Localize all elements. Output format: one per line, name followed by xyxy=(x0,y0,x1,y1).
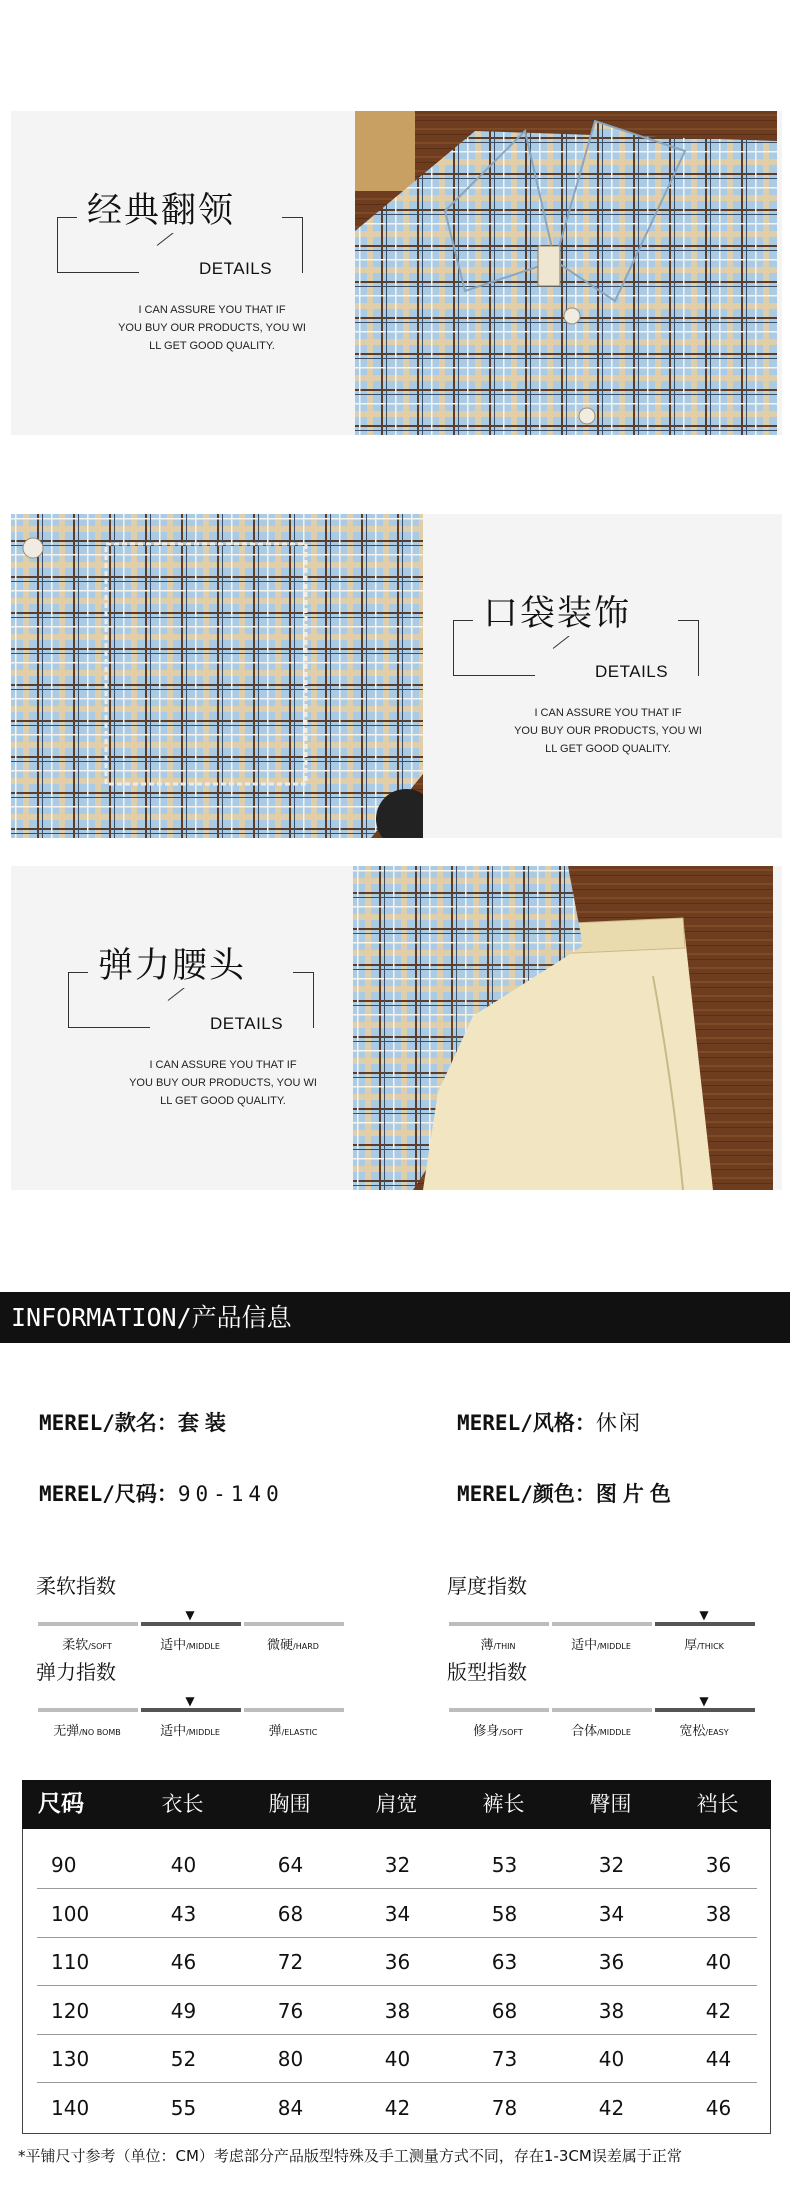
detail-panel-collar xyxy=(11,111,782,435)
table-cell: 36 xyxy=(598,1950,625,1974)
table-cell: 130 xyxy=(51,2047,90,2071)
size-table-header-cell: 尺码 xyxy=(38,1791,84,1817)
table-row xyxy=(37,1841,757,1889)
scale-marker-icon: ▼ xyxy=(185,1694,195,1708)
product-sizes: MEREL/尺码：90-140 xyxy=(39,1482,284,1506)
table-row xyxy=(37,1987,757,2035)
size-table-header-cell: 臀围 xyxy=(589,1792,632,1816)
table-cell: 42 xyxy=(384,2095,411,2120)
scale-option: 适中/MIDDLE xyxy=(571,1638,631,1653)
detail-title: 口袋装饰 xyxy=(477,586,637,636)
detail-caption xyxy=(453,586,753,816)
table-cell: 52 xyxy=(170,2047,197,2071)
product-style: MEREL/风格：休闲 xyxy=(457,1411,642,1435)
table-cell: 46 xyxy=(170,1950,197,1974)
table-cell: 38 xyxy=(598,1998,625,2023)
detail-tag: DETAILS xyxy=(210,1014,284,1033)
table-cell: 68 xyxy=(491,1998,518,2023)
size-table xyxy=(22,1780,771,2134)
table-cell: 76 xyxy=(277,1998,304,2023)
detail-panel-waistband xyxy=(11,866,782,1190)
table-cell: 38 xyxy=(384,1998,411,2023)
scale-option: 薄/THIN xyxy=(480,1638,516,1653)
size-table-header xyxy=(22,1780,771,1829)
table-cell: 72 xyxy=(277,1950,304,1974)
table-cell: 58 xyxy=(491,1901,518,1926)
table-cell: 32 xyxy=(598,1853,625,1877)
table-cell: 120 xyxy=(51,1998,90,2023)
table-row xyxy=(37,1890,757,1938)
scale-marker-icon: ▼ xyxy=(699,1608,709,1622)
collar-photo xyxy=(355,111,777,435)
size-table-header-cell: 裆长 xyxy=(696,1792,739,1816)
scale-option: 合体/MIDDLE xyxy=(571,1724,631,1739)
table-row xyxy=(37,2084,757,2132)
table-cell: 36 xyxy=(384,1950,411,1974)
pocket-photo xyxy=(11,514,423,838)
scale-option: 适中/MIDDLE xyxy=(160,1638,220,1653)
size-table-header-cell: 裤长 xyxy=(482,1792,525,1816)
table-cell: 110 xyxy=(51,1950,90,1974)
table-cell: 40 xyxy=(705,1950,732,1974)
waistband-photo xyxy=(353,866,773,1190)
elasticity-scale: 弹力指数 ▼ 无弹/NO BOMB 适中/MIDDLE 弹/ELASTIC xyxy=(36,1656,346,1736)
fit-scale: 版型指数 ▼ 修身/SOFT 合体/MIDDLE 宽松/EASY xyxy=(447,1656,757,1736)
scale-option: 微硬/HARD xyxy=(267,1638,319,1653)
table-cell: 49 xyxy=(170,1998,197,2023)
product-name: MEREL/款名：套装 xyxy=(39,1411,232,1435)
table-cell: 42 xyxy=(598,2095,625,2120)
detail-caption xyxy=(68,938,368,1168)
table-cell: 68 xyxy=(277,1901,304,1926)
information-header: INFORMATION/产品信息 xyxy=(0,1292,790,1343)
table-cell: 64 xyxy=(277,1853,304,1877)
detail-body: I CAN ASSURE YOU THAT IF YOU BUY OUR PRODUCTS, YOU WI LL GET GOOD QUALITY. xyxy=(118,304,306,352)
scale-option: 修身/SOFT xyxy=(473,1724,523,1739)
table-cell: 90 xyxy=(51,1853,77,1877)
detail-panel-pocket xyxy=(11,514,782,838)
table-row xyxy=(37,2035,757,2083)
table-cell: 53 xyxy=(491,1853,518,1877)
detail-body: I CAN ASSURE YOU THAT IF YOU BUY OUR PRODUCTS, YOU WI LL GET GOOD QUALITY. xyxy=(129,1059,317,1107)
product-color: MEREL/颜色：图片色 xyxy=(457,1482,677,1506)
table-cell: 34 xyxy=(384,1901,411,1926)
softness-scale: 柔软指数 ▼ 柔软/SOFT 适中/MIDDLE 微硬/HARD xyxy=(36,1570,346,1650)
table-cell: 36 xyxy=(705,1853,732,1877)
table-cell: 63 xyxy=(491,1950,518,1974)
table-cell: 78 xyxy=(491,2095,518,2120)
table-cell: 100 xyxy=(51,1901,90,1926)
table-cell: 34 xyxy=(598,1901,625,1926)
scale-option: 适中/MIDDLE xyxy=(160,1724,220,1739)
table-row xyxy=(37,1938,757,1986)
detail-caption xyxy=(57,183,357,413)
size-table-header-cell: 胸围 xyxy=(268,1792,311,1816)
measurement-note: *平铺尺寸参考（单位：CM）考虑部分产品版型特殊及手工测量方式不同，存在1-3CM误差属于正常 xyxy=(18,2147,682,2165)
thickness-scale: 厚度指数 ▼ 薄/THIN 适中/MIDDLE 厚/THICK xyxy=(447,1570,757,1650)
scale-marker-icon: ▼ xyxy=(699,1694,709,1708)
table-cell: 80 xyxy=(277,2047,304,2071)
detail-tag: DETAILS xyxy=(595,662,669,681)
table-cell: 32 xyxy=(384,1853,411,1877)
table-cell: 40 xyxy=(384,2047,411,2071)
detail-title: 经典翻领 xyxy=(81,183,241,233)
detail-body: I CAN ASSURE YOU THAT IF YOU BUY OUR PRODUCTS, YOU WI LL GET GOOD QUALITY. xyxy=(514,707,702,755)
scale-marker-icon: ▼ xyxy=(185,1608,195,1622)
table-cell: 38 xyxy=(705,1901,732,1926)
size-table-header-cell: 衣长 xyxy=(161,1792,204,1816)
table-cell: 140 xyxy=(51,2095,90,2120)
table-cell: 73 xyxy=(491,2047,518,2071)
scale-option: 弹/ELASTIC xyxy=(268,1724,318,1739)
table-cell: 44 xyxy=(705,2047,732,2071)
scale-option: 柔软/SOFT xyxy=(62,1638,112,1653)
detail-tag: DETAILS xyxy=(199,259,273,278)
scale-option: 宽松/EASY xyxy=(679,1724,729,1739)
table-cell: 84 xyxy=(277,2095,304,2120)
table-cell: 42 xyxy=(705,1998,732,2023)
table-cell: 55 xyxy=(170,2095,197,2120)
table-cell: 43 xyxy=(170,1901,197,1926)
size-table-header-cell: 肩宽 xyxy=(375,1792,418,1816)
detail-title: 弹力腰头 xyxy=(92,938,252,988)
table-cell: 46 xyxy=(705,2095,732,2120)
scale-option: 无弹/NO BOMB xyxy=(53,1724,121,1739)
table-cell: 40 xyxy=(170,1853,197,1877)
table-cell: 40 xyxy=(598,2047,625,2071)
scale-option: 厚/THICK xyxy=(684,1638,724,1653)
